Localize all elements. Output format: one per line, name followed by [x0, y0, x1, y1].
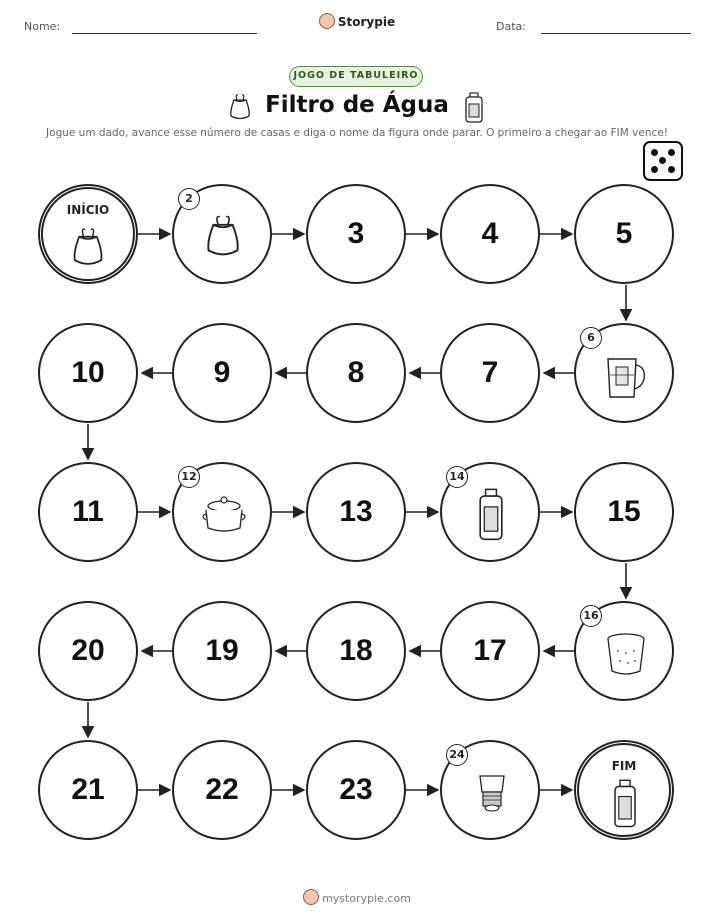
space-number: 8	[347, 356, 365, 389]
storypie-logo-icon	[303, 889, 319, 905]
pitcher-icon	[600, 353, 650, 403]
board-space	[172, 462, 272, 562]
space-number: 21	[71, 773, 105, 806]
board-space	[172, 740, 272, 840]
board-space	[440, 184, 540, 284]
board-space	[172, 323, 272, 423]
board-space	[306, 601, 406, 701]
start-space	[38, 184, 138, 284]
board-space	[38, 323, 138, 423]
space-number: 22	[205, 773, 239, 806]
board-space	[38, 601, 138, 701]
space-number: 20	[71, 634, 105, 667]
space-number: 19	[205, 634, 239, 667]
space-number: 14	[446, 466, 468, 488]
footer	[0, 889, 714, 905]
cup-icon	[604, 631, 648, 679]
board-space	[306, 323, 406, 423]
board-space	[172, 601, 272, 701]
board-space	[440, 323, 540, 423]
board-space	[574, 462, 674, 562]
faucet-filter-icon	[474, 772, 510, 816]
space-number: 18	[339, 634, 373, 667]
board-space	[38, 740, 138, 840]
space-number: 4	[481, 217, 499, 250]
instructions: Jogue um dado, avance esse número de casas e diga o nome da figura onde parar. O primeiro a chegar ao FIM vence!	[46, 127, 668, 139]
space-number: 6	[580, 327, 602, 349]
board-space	[306, 184, 406, 284]
bottle-icon	[476, 488, 506, 542]
space-number: 5	[615, 217, 633, 250]
board-space	[306, 462, 406, 562]
space-number: 11	[72, 495, 104, 528]
bag-icon	[67, 225, 109, 269]
board-space	[306, 740, 406, 840]
date-label: Data:	[496, 20, 526, 33]
space-number: 17	[473, 634, 507, 667]
space-number: 2	[178, 188, 200, 210]
finish-space	[574, 740, 674, 840]
space-number: 15	[607, 495, 641, 528]
space-number: 23	[339, 773, 373, 806]
bottle-icon	[611, 779, 639, 829]
board-space	[440, 740, 540, 840]
brand-name: Storypie	[337, 15, 396, 29]
board-space	[38, 462, 138, 562]
finish-label: FIM	[611, 759, 637, 773]
space-number: 9	[213, 356, 231, 389]
space-number: 12	[178, 466, 200, 488]
board-space	[172, 184, 272, 284]
bag-icon	[200, 212, 246, 260]
board-space	[574, 601, 674, 701]
name-label: Nome:	[24, 20, 61, 33]
space-number: 16	[580, 605, 602, 627]
board-space	[440, 462, 540, 562]
space-number: 10	[71, 356, 105, 389]
space-number: 13	[339, 495, 373, 528]
category-badge: JOGO DE TABULEIRO	[289, 66, 423, 87]
board-space	[440, 601, 540, 701]
footer-url: mystorypie.com	[322, 892, 411, 905]
space-number: 3	[347, 217, 365, 250]
board-space	[574, 184, 674, 284]
board-space	[574, 323, 674, 423]
pot-icon	[198, 496, 250, 536]
start-label: INÍCIO	[66, 203, 110, 217]
page-title: Filtro de Água	[265, 92, 449, 118]
space-number: 24	[446, 744, 468, 766]
space-number: 7	[481, 356, 499, 389]
